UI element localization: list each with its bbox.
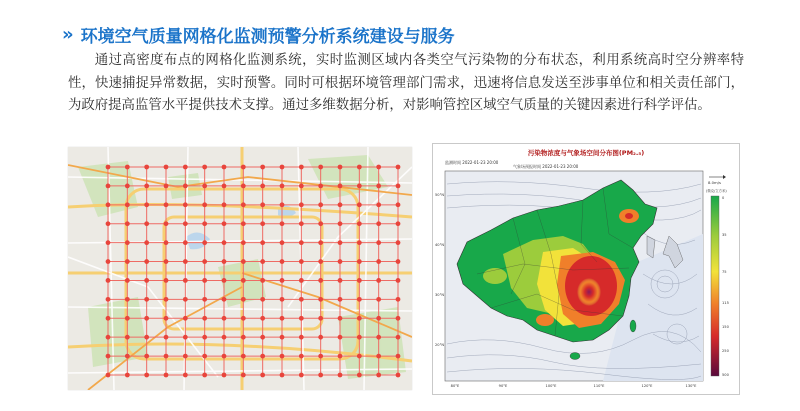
grid-monitor-node <box>396 354 401 359</box>
grid-monitor-node <box>396 240 401 245</box>
grid-monitor-node <box>106 240 111 245</box>
grid-monitor-node <box>299 259 304 264</box>
grid-monitor-node <box>183 240 188 245</box>
wind-scale-label: 8.0m/s <box>708 180 721 185</box>
grid-monitor-node <box>241 165 246 170</box>
grid-monitor-node <box>222 297 227 302</box>
grid-monitor-node <box>164 335 169 340</box>
grid-monitor-node <box>299 354 304 359</box>
island-hainan <box>570 353 580 360</box>
grid-monitor-node <box>280 202 285 207</box>
grid-monitor-node <box>376 240 381 245</box>
grid-monitor-node <box>318 373 323 378</box>
grid-monitor-node <box>222 335 227 340</box>
lon-label: 80°E <box>450 384 460 388</box>
grid-monitor-node <box>144 278 149 283</box>
grid-monitor-node <box>338 202 343 207</box>
grid-monitor-node <box>338 297 343 302</box>
grid-monitor-node <box>318 354 323 359</box>
legend-tick: 35 <box>722 233 727 237</box>
grid-monitor-node <box>260 373 265 378</box>
grid-monitor-node <box>241 354 246 359</box>
grid-monitor-node <box>125 165 130 170</box>
legend-tick: 0 <box>722 196 725 200</box>
grid-monitor-node <box>376 278 381 283</box>
grid-monitor-node <box>144 165 149 170</box>
grid-monitor-node <box>222 165 227 170</box>
grid-monitor-node <box>338 354 343 359</box>
grid-monitor-node <box>164 202 169 207</box>
grid-monitor-node <box>318 259 323 264</box>
grid-monitor-node <box>183 354 188 359</box>
lon-label: 120°E <box>641 384 653 388</box>
region-west-light <box>483 268 507 284</box>
grid-monitor-node <box>260 165 265 170</box>
grid-monitor-node <box>222 221 227 226</box>
legend-color-bar <box>711 196 719 376</box>
grid-monitor-node <box>318 297 323 302</box>
grid-monitor-node <box>183 202 188 207</box>
grid-monitor-node <box>280 221 285 226</box>
grid-monitor-node <box>376 202 381 207</box>
grid-monitor-node <box>125 240 130 245</box>
grid-monitor-node <box>202 240 207 245</box>
pm-map-title: 污染物浓度与气象场空间分布图(PM₂.₅) <box>527 149 645 157</box>
grid-monitor-node <box>222 184 227 189</box>
grid-monitor-node <box>357 202 362 207</box>
intro-paragraph: 通过高密度布点的网格化监测系统，实时监测区域内各类空气污染物的分布状态，利用系统高时空分辨率特性，快速捕捉异常数据，实时预警。同时可根据环境管理部门需求，迅速将信息发送至涉事单位和相关责任部门，为政府提高监管水平提供技术支撑。通过多维数据分析，对影响管控区域空气质量的关键因素进行科学评估。 <box>68 53 744 113</box>
legend-tick: 150 <box>722 325 729 329</box>
grid-monitor-node <box>202 335 207 340</box>
grid-monitor-node <box>318 202 323 207</box>
grid-monitor-node <box>396 335 401 340</box>
grid-monitor-node <box>202 278 207 283</box>
grid-monitor-node <box>125 373 130 378</box>
grid-monitor-node <box>357 184 362 189</box>
grid-monitor-node <box>318 316 323 321</box>
grid-monitor-node <box>164 373 169 378</box>
grid-monitor-node <box>222 202 227 207</box>
grid-monitor-node <box>280 240 285 245</box>
grid-monitor-node <box>183 221 188 226</box>
grid-monitor-node <box>299 373 304 378</box>
grid-monitor-node <box>357 259 362 264</box>
grid-monitor-node <box>144 221 149 226</box>
grid-monitor-node <box>241 278 246 283</box>
grid-monitor-node <box>106 354 111 359</box>
grid-monitor-node <box>280 354 285 359</box>
grid-monitor-node <box>164 221 169 226</box>
grid-monitor-node <box>144 184 149 189</box>
grid-monitor-node <box>125 335 130 340</box>
lat-label: 20°N <box>435 343 445 347</box>
pm-color-legend <box>706 188 730 377</box>
grid-monitor-node <box>299 165 304 170</box>
grid-monitor-node <box>338 335 343 340</box>
grid-monitor-node <box>106 335 111 340</box>
grid-monitor-node <box>241 297 246 302</box>
grid-monitor-node <box>241 259 246 264</box>
lon-labels <box>451 384 698 388</box>
legend-tick: 75 <box>722 270 727 274</box>
grid-monitor-node <box>241 335 246 340</box>
grid-monitor-node <box>144 297 149 302</box>
grid-monitor-node <box>338 221 343 226</box>
grid-map-canvas <box>68 147 412 390</box>
grid-monitor-node <box>260 259 265 264</box>
grid-monitor-node <box>338 373 343 378</box>
grid-monitor-node <box>164 184 169 189</box>
grid-monitor-node <box>260 354 265 359</box>
grid-monitor-node <box>376 221 381 226</box>
grid-monitor-node <box>357 335 362 340</box>
grid-monitor-node <box>260 297 265 302</box>
grid-monitor-node <box>106 184 111 189</box>
grid-monitor-node <box>318 165 323 170</box>
grid-monitor-node <box>260 202 265 207</box>
legend-unit: (微克/立方米) <box>706 189 727 193</box>
grid-monitor-node <box>241 184 246 189</box>
grid-monitor-node <box>318 278 323 283</box>
grid-monitor-node <box>202 316 207 321</box>
grid-monitor-node <box>183 278 188 283</box>
grid-monitor-node <box>183 259 188 264</box>
grid-monitor-node <box>202 297 207 302</box>
grid-monitor-node <box>260 316 265 321</box>
grid-monitor-node <box>260 278 265 283</box>
region-northeast-core <box>625 213 633 219</box>
grid-monitor-node <box>202 373 207 378</box>
region-severe <box>577 278 601 306</box>
grid-monitor-node <box>396 259 401 264</box>
grid-monitor-node <box>357 165 362 170</box>
pm-map-canvas <box>433 144 739 394</box>
grid-monitor-node <box>241 240 246 245</box>
grid-monitor-node <box>357 240 362 245</box>
grid-monitor-node <box>106 165 111 170</box>
grid-monitor-node <box>396 221 401 226</box>
grid-monitor-node <box>164 316 169 321</box>
grid-monitor-node <box>144 202 149 207</box>
grid-monitor-node <box>376 335 381 340</box>
legend-tick: 250 <box>722 349 729 353</box>
legend-tick: 500 <box>722 373 729 377</box>
grid-monitor-node <box>299 221 304 226</box>
grid-monitor-node <box>202 259 207 264</box>
grid-monitor-node <box>396 316 401 321</box>
grid-monitor-node <box>164 240 169 245</box>
grid-monitor-node <box>183 297 188 302</box>
lon-label: 100°E <box>545 384 557 388</box>
lat-label: 30°N <box>435 293 445 297</box>
grid-monitor-node <box>280 316 285 321</box>
grid-monitor-node <box>106 297 111 302</box>
grid-monitor-node <box>202 165 207 170</box>
grid-monitor-node <box>144 240 149 245</box>
grid-monitor-node <box>260 240 265 245</box>
grid-monitor-node <box>125 297 130 302</box>
grid-monitor-node <box>202 221 207 226</box>
grid-monitor-node <box>318 335 323 340</box>
grid-monitor-node <box>338 316 343 321</box>
grid-monitor-node <box>318 221 323 226</box>
grid-monitor-node <box>183 373 188 378</box>
grid-monitor-node <box>144 354 149 359</box>
grid-monitor-node <box>338 259 343 264</box>
grid-monitor-node <box>280 373 285 378</box>
grid-monitor-node <box>299 335 304 340</box>
grid-monitor-node <box>376 184 381 189</box>
lon-label: 90°E <box>498 384 508 388</box>
grid-monitor-node <box>260 335 265 340</box>
grid-monitor-node <box>222 240 227 245</box>
grid-monitor-node <box>357 297 362 302</box>
grid-monitor-node <box>299 278 304 283</box>
grid-monitor-node <box>125 184 130 189</box>
section-title: 环境空气质量网格化监测预警分析系统建设与服务 <box>80 26 455 47</box>
grid-monitor-node <box>125 316 130 321</box>
grid-monitor-node <box>357 278 362 283</box>
legend-tick: 115 <box>722 301 729 305</box>
grid-monitor-node <box>299 184 304 189</box>
region-sw-medium <box>536 314 554 326</box>
grid-monitor-node <box>396 165 401 170</box>
grid-monitor-node <box>396 373 401 378</box>
grid-monitor-node <box>396 278 401 283</box>
grid-monitor-node <box>376 373 381 378</box>
grid-monitor-node <box>357 221 362 226</box>
grid-monitor-node <box>106 221 111 226</box>
grid-monitor-node <box>241 373 246 378</box>
grid-monitor-node <box>144 335 149 340</box>
grid-monitor-node <box>144 316 149 321</box>
grid-monitor-node <box>164 278 169 283</box>
grid-monitor-node <box>125 278 130 283</box>
grid-monitor-node <box>222 373 227 378</box>
pm-map-forecast-time: 气象场预报时间 2022-01-23 20:00 <box>513 164 579 169</box>
grid-monitor-node <box>183 184 188 189</box>
lat-label: 40°N <box>435 243 445 247</box>
section-heading <box>62 20 455 48</box>
pm-map-plot-area <box>445 171 703 381</box>
grid-monitor-node <box>260 184 265 189</box>
grid-monitor-node <box>299 240 304 245</box>
grid-monitor-node <box>183 316 188 321</box>
grid-monitor-node <box>376 259 381 264</box>
grid-monitor-node <box>164 259 169 264</box>
grid-monitor-node <box>183 165 188 170</box>
grid-monitor-node <box>376 297 381 302</box>
grid-monitor-node <box>280 335 285 340</box>
grid-monitor-node <box>357 354 362 359</box>
pm25-distribution-map <box>432 143 740 395</box>
grid-monitor-node <box>396 297 401 302</box>
grid-monitor-node <box>376 354 381 359</box>
grid-monitor-node <box>222 354 227 359</box>
grid-monitor-node <box>299 202 304 207</box>
grid-monitor-node <box>222 316 227 321</box>
grid-monitor-node <box>106 278 111 283</box>
grid-monitor-node <box>318 184 323 189</box>
grid-monitor-node <box>396 202 401 207</box>
grid-monitor-node <box>222 278 227 283</box>
grid-monitor-node <box>338 278 343 283</box>
grid-monitor-node <box>376 165 381 170</box>
grid-monitor-node <box>241 221 246 226</box>
grid-monitor-node <box>338 240 343 245</box>
grid-monitor-node <box>338 184 343 189</box>
double-chevron-icon: » <box>62 23 71 45</box>
grid-monitor-node <box>299 297 304 302</box>
grid-monitor-node <box>164 354 169 359</box>
grid-monitor-node <box>202 354 207 359</box>
pm-map-observation-time: 监测时间 2022-01-23 20:00 <box>445 160 499 165</box>
grid-monitor-node <box>106 202 111 207</box>
grid-monitor-node <box>241 316 246 321</box>
grid-monitor-node <box>125 221 130 226</box>
grid-monitor-node <box>241 202 246 207</box>
grid-monitor-node <box>280 278 285 283</box>
grid-monitor-node <box>144 259 149 264</box>
grid-monitor-node <box>183 335 188 340</box>
grid-monitor-node <box>260 221 265 226</box>
grid-monitor-node <box>125 259 130 264</box>
grid-monitor-node <box>376 316 381 321</box>
lon-label: 130°E <box>685 384 697 388</box>
grid-monitor-node <box>164 297 169 302</box>
grid-monitor-node <box>280 259 285 264</box>
grid-monitor-node <box>106 373 111 378</box>
grid-monitor-node <box>280 297 285 302</box>
wind-scale <box>708 175 726 185</box>
grid-monitor-node <box>144 373 149 378</box>
grid-monitor-node <box>318 240 323 245</box>
lat-labels <box>435 193 444 347</box>
island-taiwan <box>630 320 636 332</box>
grid-monitor-node <box>357 373 362 378</box>
grid-monitor-node <box>396 184 401 189</box>
lat-label: 50°N <box>435 193 445 197</box>
grid-monitor-node <box>338 165 343 170</box>
grid-monitor-node <box>125 354 130 359</box>
grid-monitor-node <box>280 184 285 189</box>
grid-monitoring-map <box>68 147 412 390</box>
grid-monitor-node <box>164 165 169 170</box>
lon-label: 110°E <box>593 384 605 388</box>
grid-monitor-node <box>299 316 304 321</box>
grid-monitor-node <box>202 202 207 207</box>
grid-monitor-node <box>125 202 130 207</box>
grid-monitor-node <box>357 316 362 321</box>
grid-monitor-node <box>106 316 111 321</box>
grid-monitor-node <box>106 259 111 264</box>
grid-monitor-node <box>202 184 207 189</box>
grid-monitor-node <box>222 259 227 264</box>
grid-monitor-node <box>280 165 285 170</box>
